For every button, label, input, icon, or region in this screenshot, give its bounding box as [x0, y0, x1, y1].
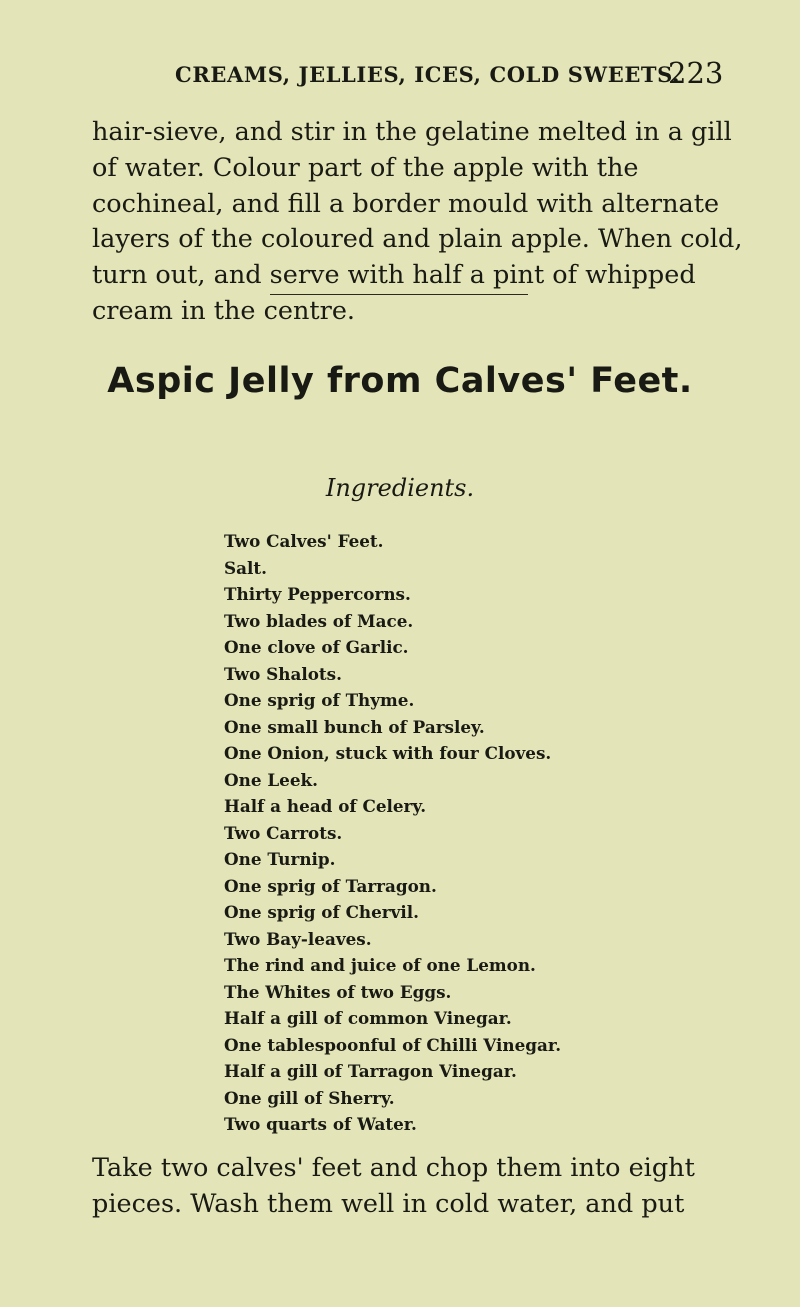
ingredient-item: The Whites of two Eggs.: [224, 981, 452, 1002]
intro-line: cochineal, and fill a border mould with alternate: [92, 188, 720, 219]
ingredient-item: Two Carrots.: [224, 822, 343, 843]
ingredient-item: One Turnip.: [224, 849, 336, 869]
intro-line: of water. Colour part of the apple with the: [92, 152, 639, 183]
ingredient-item: Salt.: [224, 557, 267, 578]
ingredient-item: One sprig of Tarragon.: [224, 875, 437, 896]
ingredient-item: One clove of Garlic.: [224, 637, 409, 657]
ingredient-item: One sprig of Chervil.: [224, 902, 419, 922]
ingredient-item: One Onion, stuck with four Cloves.: [224, 743, 552, 763]
section-divider: [270, 294, 528, 295]
ingredients-heading: Ingredients.: [325, 474, 475, 502]
ingredient-item: Half a head of Celery.: [224, 796, 427, 816]
ingredient-item: Two quarts of Water.: [224, 1114, 417, 1134]
intro-line: layers of the coloured and plain apple. When cold,: [92, 224, 743, 255]
ingredient-item: Two blades of Mace.: [224, 610, 414, 631]
ingredient-item: Two Bay-leaves.: [224, 928, 372, 949]
intro-line: turn out, and serve with half a pint of whipped: [92, 260, 696, 291]
closing-line: pieces. Wash them well in cold water, and put: [92, 1188, 685, 1219]
ingredient-item: Two Shalots.: [224, 663, 342, 684]
intro-line: hair-sieve, and stir in the gelatine melted in a gill: [92, 117, 732, 147]
ingredient-item: Thirty Peppercorns.: [224, 584, 411, 604]
ingredient-item: One small bunch of Parsley.: [224, 716, 485, 737]
ingredient-item: Two Calves' Feet.: [224, 531, 384, 551]
ingredients-list: [224, 528, 561, 1138]
ingredient-item: One Leek.: [224, 769, 318, 790]
ingredient-item: One tablespoonful of Chilli Vinegar.: [224, 1034, 562, 1055]
closing-paragraph: [92, 1151, 695, 1223]
running-title: CREAMS, JELLIES, ICES, COLD SWEETS.: [175, 62, 681, 87]
page-number: 223: [668, 56, 724, 90]
intro-line: cream in the centre.: [92, 295, 356, 326]
intro-paragraph: [92, 115, 742, 330]
ingredient-item: Half a gill of Tarragon Vinegar.: [224, 1061, 517, 1081]
recipe-title: Aspic Jelly from Calves' Feet.: [107, 361, 693, 401]
closing-line: Take two calves' feet and chop them into eight: [92, 1153, 695, 1183]
ingredient-item: Half a gill of common Vinegar.: [224, 1008, 512, 1028]
ingredient-item: The rind and juice of one Lemon.: [224, 955, 536, 975]
ingredient-item: One sprig of Thyme.: [224, 690, 415, 710]
ingredient-item: One gill of Sherry.: [224, 1087, 395, 1108]
